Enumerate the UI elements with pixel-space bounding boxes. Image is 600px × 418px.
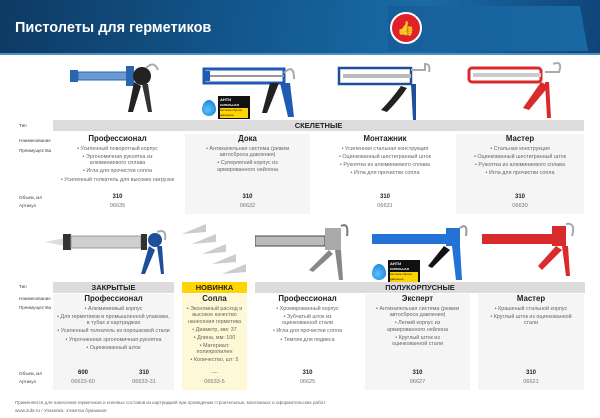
- volume-06627: 310: [412, 370, 423, 376]
- article-06621: 06621: [523, 379, 539, 385]
- category-closed: ЗАКРЫТЫЕ: [53, 282, 174, 293]
- gun-image-closed-professional: [45, 228, 175, 278]
- label-type: Тип: [19, 123, 27, 128]
- feature: • Стальная конструкция: [490, 146, 550, 152]
- product-master-skeleton: [456, 134, 584, 214]
- volume-06635: 310: [112, 194, 123, 200]
- footer-site: www.zubr.ru / Упаковка: этикетка бумажная: [15, 408, 107, 413]
- anti-badge-note: система сброса давления: [390, 272, 418, 282]
- volume-06625: 310: [302, 370, 313, 376]
- feature: • Оцинкованный шток: [86, 344, 141, 351]
- anti-badge-subtitle: КАПЕЛЬНАЯ: [220, 103, 239, 107]
- volume-06621: 310: [525, 370, 536, 376]
- product-doka: [185, 134, 310, 214]
- anti-badge-title: АНТИ: [220, 97, 232, 102]
- page-header: [0, 0, 600, 55]
- footer-usage: Применяется для нанесения герметиков и клеевых составов из картриджей при проведении строительных, монтажных и оформительских работ.: [15, 400, 327, 405]
- article-06633-5: 06633-5: [204, 379, 225, 385]
- volume-06630: 310: [514, 194, 525, 200]
- water-drop-icon: [372, 264, 386, 280]
- gun-image-montazhnik: [335, 62, 435, 120]
- product-name: Дока: [238, 134, 257, 143]
- category-skeleton: СКЕЛЕТНЫЕ: [53, 120, 584, 131]
- article-06632: 06632: [239, 203, 256, 209]
- feature: • Материал: полипропилен: [196, 342, 233, 356]
- product-name: Мастер: [516, 294, 546, 303]
- feature: • Хромированный корпус: [276, 306, 339, 312]
- feature: • Крашеный стальной корпус: [494, 306, 568, 312]
- article-06631: 06631: [377, 203, 393, 209]
- volume-06633-31: 310: [138, 370, 149, 376]
- anti-drip-badge-2: [372, 260, 420, 283]
- feature: • Антикапельная система (режим автосброса давления): [375, 306, 460, 319]
- volume-06632: 310: [242, 194, 253, 200]
- feature: • Суперлегкий корпус из армированного нейлона: [217, 160, 278, 173]
- article-06627: 06627: [409, 379, 426, 385]
- article-06633-60: 06633-60: [71, 379, 95, 385]
- nozzles-image: [182, 220, 252, 280]
- article-06633-31: 06633-31: [132, 379, 156, 385]
- feature: • Экономный расход и высокое качество нанесения герметика: [186, 306, 243, 325]
- feature: • Оцинкованный шестигранный шток: [338, 154, 432, 161]
- feature: • Эргономичная рукоятка из алюминиевого сплава: [82, 154, 153, 167]
- feature: • Усиленный толкатель для высоких нагрузок: [60, 176, 175, 183]
- anti-drip-badge: [202, 96, 250, 119]
- gun-image-professional-skeleton: [68, 62, 163, 117]
- product-name: Профессионал: [278, 294, 337, 303]
- gun-image-master-skeleton: [465, 62, 565, 120]
- label-volume: Объем, мл: [19, 195, 43, 200]
- product-professional-skeleton: [55, 134, 180, 185]
- feature: • Для герметиков в промышленной упаковке, в тубах и картриджах: [57, 314, 170, 327]
- feature: • Рукоятка из алюминиевого сплава: [340, 162, 430, 169]
- product-name: Профессионал: [84, 294, 143, 303]
- product-semi-professional: [255, 294, 360, 345]
- feature: • Круглый шток из оцинкованной стали: [490, 314, 572, 327]
- feature: • Игла для прочистки сопла: [273, 328, 342, 335]
- feature: • Усиленный толкатель из порошковой стали: [57, 328, 170, 335]
- label-type-2: Тип: [19, 284, 27, 289]
- anti-badge-subtitle: КАПЕЛЬНАЯ: [390, 267, 409, 271]
- feature: • Усиленный поворотный корпус: [77, 146, 158, 152]
- volume-06633-60: 600: [77, 370, 88, 376]
- feature: • Игла для прочистки сопла: [350, 170, 420, 177]
- feature: • Круглый шток из оцинкованной стали: [391, 334, 443, 348]
- feature: • Количество, шт: 5: [190, 357, 239, 364]
- feature: • Рукоятка из алюминиевого сплава: [475, 162, 565, 169]
- product-name: Сопла: [202, 294, 227, 303]
- article-06635: 06635: [109, 203, 126, 209]
- feature: • Игла для прочистки сопла: [485, 170, 555, 177]
- feature: • Зубчатый шток из оцинкованной стали: [281, 314, 333, 327]
- category-new: НОВИНКА: [182, 282, 247, 293]
- product-name: Мастер: [505, 134, 535, 143]
- water-drop-icon: [202, 100, 216, 116]
- article-06630: 06630: [512, 203, 528, 209]
- volume-06633-5: —: [211, 370, 218, 376]
- feature: • Диаметр, мм: 37: [192, 326, 237, 333]
- article-06625: 06625: [299, 379, 316, 385]
- product-name: Монтажник: [363, 134, 407, 143]
- feature: • Упрочненная эргономичная рукоятка: [65, 336, 162, 343]
- gun-image-semi-master: [480, 220, 580, 280]
- label-volume-2: Объем, мл: [19, 371, 43, 376]
- feature: • Алюминиевый корпус: [84, 306, 143, 312]
- label-name: Наименование: [19, 138, 51, 143]
- feature: • Игла для прочистки сопла: [83, 168, 152, 175]
- gun-image-semi-professional: [255, 222, 355, 282]
- product-name: Профессионал: [88, 134, 147, 143]
- anti-badge-note: система сброса давления: [220, 108, 248, 118]
- product-montazhnik: [320, 134, 450, 178]
- page-title: Пистолеты для герметиков: [15, 20, 212, 36]
- product-name: Эксперт: [401, 294, 434, 303]
- label-name-2: Наименование: [19, 296, 51, 301]
- feature: • Усиленная стальная конструкция: [341, 146, 429, 152]
- volume-06631: 310: [379, 194, 390, 200]
- feature: • Темляк для подвеса: [280, 336, 335, 343]
- feature: • Легкий корпус из армированного нейлона: [387, 320, 448, 333]
- category-semi: ПОЛУКОРПУСНЫЕ: [255, 282, 585, 293]
- feature: • Оцинкованный шестигранный шток: [473, 154, 567, 161]
- feature: • Антикапельная система (режим автосброса давления): [205, 146, 290, 159]
- label-article-2: Артикул: [19, 379, 37, 384]
- label-advantages-2: Преимущества: [19, 305, 52, 310]
- label-article: Артикул: [19, 203, 37, 208]
- quality-badge-icon: 👍: [390, 12, 422, 44]
- anti-badge-title: АНТИ: [390, 261, 402, 266]
- label-advantages: Преимущества: [19, 148, 52, 153]
- feature: • Длина, мм: 100: [193, 334, 236, 341]
